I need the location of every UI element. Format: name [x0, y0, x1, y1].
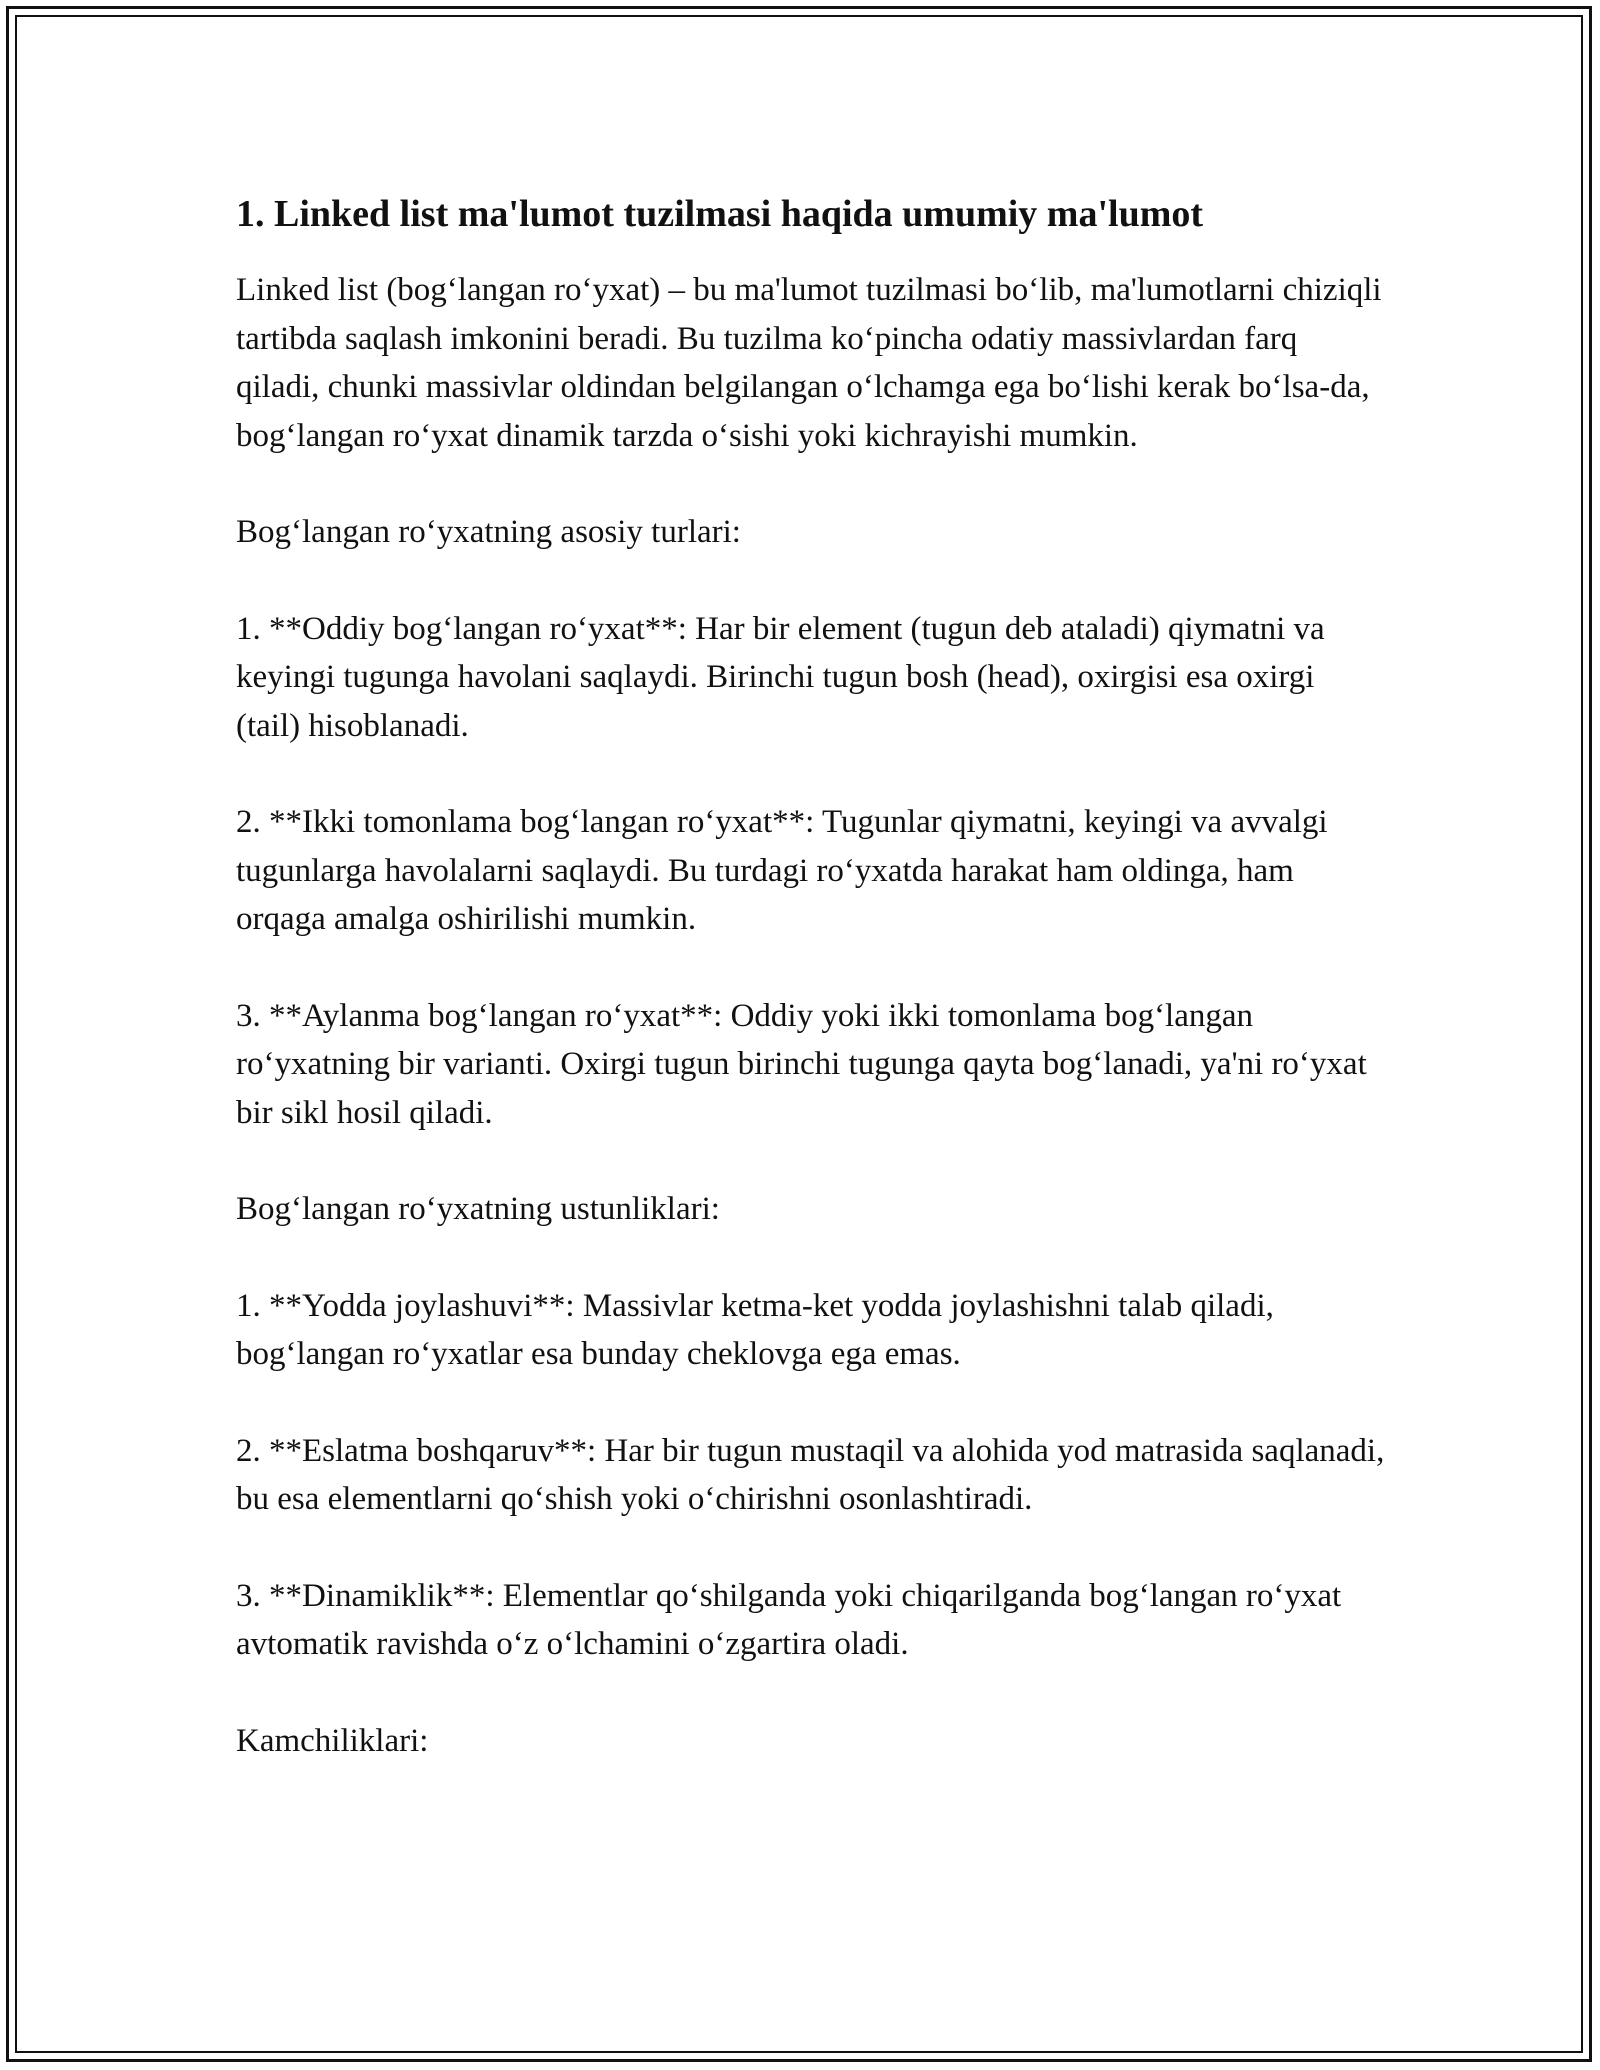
paragraph-advantages-heading: Bog‘langan ro‘yxatning ustunliklari:: [236, 1191, 720, 1227]
paragraph-advantage-memory: 1. **Yodda joylashuvi**: Massivlar ketma-ket yodda joylashishni talab qiladi, bog‘langan ro‘yxatlar esa bunday cheklovga ega emas.: [236, 1287, 1274, 1372]
paragraph-advantage-management: 2. **Eslatma boshqaruv**: Har bir tugun mustaqil va alohida yod matrasida saqlanadi, bu esa elementlarni qo‘shish yoki o‘chirishni osonlashtiradi.: [236, 1432, 1385, 1517]
paragraph-type-circular: 3. **Aylanma bog‘langan ro‘yxat**: Oddiy yoki ikki tomonlama bog‘langan ro‘yxatning bir varianti. Oxirgi tugun birinchi tugunga qayta bog‘lanadi, ya'ni ro‘yxat bir sikl hosil qiladi.: [236, 997, 1367, 1131]
paragraph-intro: Linked list (bog‘langan ro‘yxat) – bu ma'lumot tuzilmasi bo‘lib, ma'lumotlarni chiziqli tartibda saqlash imkonini beradi. Bu tuzilma ko‘pincha odatiy massivlardan farq qiladi, chunki massivlar oldindan belgilangan o‘lchamga ega bo‘lishi kerak bo‘lsa-da, bog‘langan ro‘yxat dinamik tarzda o‘sishi yoki kichrayishi mumkin.: [236, 272, 1382, 454]
paragraph-disadvantages-heading: Kamchiliklari:: [236, 1722, 429, 1759]
paragraph-type-doubly: 2. **Ikki tomonlama bog‘langan ro‘yxat**: Tugunlar qiymatni, keyingi va avvalgi tugunlarga havolalarni saqlaydi. Bu turdagi ro‘yxatda harakat ham oldinga, ham orqaga amalga oshirilishi mumkin.: [236, 804, 1328, 937]
page-title: 1. Linked list ma'lumot tuzilmasi haqida umumiy ma'lumot: [236, 193, 1204, 235]
document-body: [236, 184, 1386, 1813]
paragraph-advantage-dynamic: 3. **Dinamiklik**: Elementlar qo‘shilganda yoki chiqarilganda bog‘langan ro‘yxat avtomatik ravishda o‘z o‘lchamini o‘zgartira oladi.: [236, 1577, 1342, 1662]
paragraph-type-singly: 1. **Oddiy bog‘langan ro‘yxat**: Har bir element (tugun deb ataladi) qiymatni va keyingi tugunga havolani saqlaydi. Birinchi tugun bosh (head), oxirgisi esa oxirgi (tail) hisoblanadi.: [236, 610, 1325, 744]
paragraph-types-heading: Bog‘langan ro‘yxatning asosiy turlari:: [236, 514, 741, 550]
